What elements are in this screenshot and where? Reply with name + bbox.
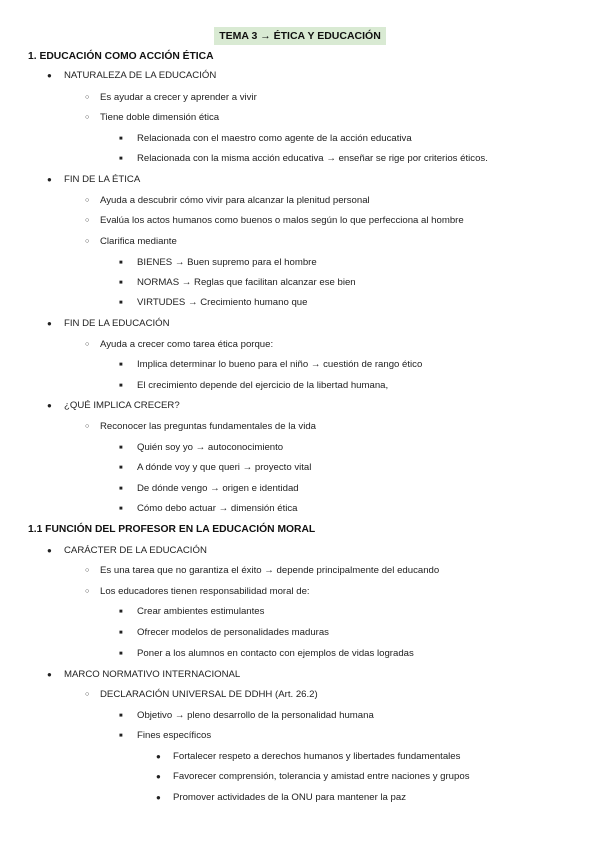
list-item: Clarifica mediante bbox=[100, 236, 177, 247]
bullet-icon: ○ bbox=[85, 217, 90, 224]
list-item: Promover actividades de la ONU para mantener la paz bbox=[173, 792, 407, 803]
list-item: Ayuda a descubrir cómo vivir para alcanzar la plenitud personal bbox=[100, 195, 370, 206]
bullet-icon: ● bbox=[156, 772, 161, 781]
bullet-icon: ■ bbox=[119, 486, 123, 492]
list-item: FIN DE LA EDUCACIÓN bbox=[64, 318, 170, 329]
list-item: Es una tarea que no garantiza el éxito → depende principalmente del educando bbox=[100, 565, 440, 576]
bullet-icon: ● bbox=[156, 793, 161, 802]
bullet-icon: ● bbox=[47, 319, 52, 328]
bullet-icon: ■ bbox=[119, 713, 123, 719]
bullet-icon: ■ bbox=[119, 280, 123, 286]
bullet-icon: ■ bbox=[119, 465, 123, 471]
list-item: ¿QUÉ IMPLICA CRECER? bbox=[64, 400, 180, 411]
list-item: Es ayudar a crecer y aprender a vivir bbox=[100, 92, 257, 103]
bullet-icon: ■ bbox=[119, 630, 123, 636]
list-item: VIRTUDES → Crecimiento humano que bbox=[137, 297, 308, 308]
bullet-icon: ○ bbox=[85, 341, 90, 348]
list-item: NORMAS → Reglas que facilitan alcanzar ese bien bbox=[137, 277, 356, 288]
bullet-icon: ○ bbox=[85, 114, 90, 121]
bullet-icon: ○ bbox=[85, 238, 90, 245]
bullet-icon: ○ bbox=[85, 588, 90, 595]
list-item: Cómo debo actuar → dimensión ética bbox=[137, 503, 298, 514]
list-item: BIENES → Buen supremo para el hombre bbox=[137, 257, 317, 268]
list-item: Ayuda a crecer como tarea ética porque: bbox=[100, 339, 274, 350]
list-item: Los educadores tienen responsabilidad moral de: bbox=[100, 586, 310, 597]
list-item: A dónde voy y que queri → proyecto vital bbox=[137, 462, 312, 473]
bullet-icon: ■ bbox=[119, 383, 123, 389]
list-item: Crear ambientes estimulantes bbox=[137, 606, 265, 617]
bullet-icon: ● bbox=[47, 175, 52, 184]
bullet-icon: ○ bbox=[85, 567, 90, 574]
bullet-icon: ■ bbox=[119, 136, 123, 142]
bullet-icon: ■ bbox=[119, 609, 123, 615]
list-item: Implica determinar lo bueno para el niño → cuestión de rango ético bbox=[137, 359, 423, 370]
bullet-icon: ■ bbox=[119, 506, 123, 512]
list-item: Relacionada con la misma acción educativa → enseñar se rige por criterios éticos. bbox=[137, 153, 488, 164]
bullet-icon: ■ bbox=[119, 733, 123, 739]
bullet-icon: ■ bbox=[119, 651, 123, 657]
list-item: DECLARACIÓN UNIVERSAL DE DDHH (Art. 26.2) bbox=[100, 689, 318, 700]
list-item: Poner a los alumnos en contacto con ejemplos de vidas logradas bbox=[137, 648, 414, 659]
list-item: Fines específicos bbox=[137, 730, 212, 741]
bullet-icon: ■ bbox=[119, 362, 123, 368]
bullet-icon: ● bbox=[47, 546, 52, 555]
bullet-icon: ○ bbox=[85, 197, 90, 204]
list-item: Objetivo → pleno desarrollo de la personalidad humana bbox=[137, 710, 374, 721]
list-item: Quién soy yo → autoconocimiento bbox=[137, 442, 284, 453]
bullet-icon: ● bbox=[47, 71, 52, 80]
bullet-icon: ○ bbox=[85, 691, 90, 698]
bullet-icon: ■ bbox=[119, 300, 123, 306]
bullet-icon: ○ bbox=[85, 423, 90, 430]
document-title-wrap bbox=[0, 26, 600, 44]
list-item: Tiene doble dimensión ética bbox=[100, 112, 220, 123]
section-heading: 1.1 FUNCIÓN DEL PROFESOR EN LA EDUCACIÓN MORAL bbox=[28, 524, 316, 535]
bullet-icon: ● bbox=[47, 401, 52, 410]
list-item: Ofrecer modelos de personalidades maduras bbox=[137, 627, 329, 638]
bullet-icon: ■ bbox=[119, 156, 123, 162]
list-item: Reconocer las preguntas fundamentales de la vida bbox=[100, 421, 316, 432]
list-item: MARCO NORMATIVO INTERNACIONAL bbox=[64, 669, 241, 680]
list-item: CARÁCTER DE LA EDUCACIÓN bbox=[64, 545, 207, 556]
list-item: Relacionada con el maestro como agente de la acción educativa bbox=[137, 133, 412, 144]
list-item: Favorecer comprensión, tolerancia y amistad entre naciones y grupos bbox=[173, 771, 470, 782]
list-item: FIN DE LA ÉTICA bbox=[64, 174, 141, 185]
list-item: El crecimiento depende del ejercicio de la libertad humana, bbox=[137, 380, 389, 391]
bullet-icon: ■ bbox=[119, 260, 123, 266]
list-item: NATURALEZA DE LA EDUCACIÓN bbox=[64, 70, 217, 81]
list-item: Fortalecer respeto a derechos humanos y libertades fundamentales bbox=[173, 751, 461, 762]
bullet-icon: ● bbox=[156, 752, 161, 761]
bullet-icon: ○ bbox=[85, 94, 90, 101]
bullet-icon: ● bbox=[47, 670, 52, 679]
list-item: De dónde vengo → origen e identidad bbox=[137, 483, 299, 494]
document-title: TEMA 3 → ÉTICA Y EDUCACIÓN bbox=[214, 27, 386, 45]
section-heading: 1. EDUCACIÓN COMO ACCIÓN ÉTICA bbox=[28, 51, 214, 62]
list-item: Evalúa los actos humanos como buenos o malos según lo que perfecciona al hombre bbox=[100, 215, 464, 226]
bullet-icon: ■ bbox=[119, 445, 123, 451]
